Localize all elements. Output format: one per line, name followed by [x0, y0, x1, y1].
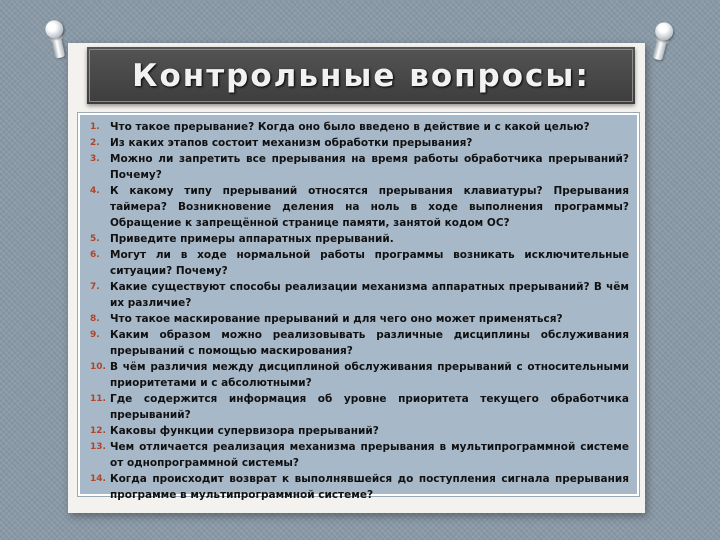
question-number: 8.: [90, 314, 100, 324]
question-item: [90, 279, 629, 311]
questions-list: [90, 119, 629, 503]
question-item: [90, 471, 629, 503]
question-number: 12.: [90, 426, 106, 436]
question-item: [90, 183, 629, 231]
question-text: Каковы функции супервизора прерываний?: [110, 425, 379, 437]
question-number: 13.: [90, 442, 106, 452]
question-text: Можно ли запретить все прерывания на время работы обработчика прерываний? Почему?: [110, 153, 629, 181]
question-text: Что такое прерывание? Когда оно было введено в действие и с какой целью?: [110, 121, 590, 133]
question-item: [90, 231, 629, 247]
question-item: [90, 439, 629, 471]
pushpin-icon: [42, 18, 73, 66]
question-item: [90, 391, 629, 423]
slide-title: Контрольные вопросы:: [132, 57, 590, 94]
question-text: К какому типу прерываний относятся прерывания клавиатуры? Прерывания таймера? Возникновение деления на ноль в ходе выполнения программы? Обращение к запрещённой странице памяти, занятой кодом ОС?: [110, 185, 629, 229]
question-number: 10.: [90, 362, 106, 372]
questions-panel: [78, 113, 639, 501]
question-number: 2.: [90, 138, 100, 148]
question-text: Чем отличается реализация механизма прерывания в мультипрограммной системе от однопрограммной системы?: [110, 441, 629, 469]
question-number: 11.: [90, 394, 106, 404]
question-number: 6.: [90, 250, 100, 260]
question-number: 1.: [90, 122, 100, 132]
question-text: В чём различия между дисциплиной обслуживания прерываний с относительными приоритетами и с абсолютными?: [110, 361, 629, 389]
question-text: Где содержится информация об уровне приоритета текущего обработчика прерываний?: [110, 393, 629, 421]
question-number: 4.: [90, 186, 100, 196]
question-number: 9.: [90, 330, 100, 340]
question-text: Когда происходит возврат к выполнявшейся до поступления сигнала прерывания программе в мультипрограммной системе?: [110, 473, 629, 501]
question-text: Что такое маскирование прерываний и для чего оно может применяться?: [110, 313, 563, 325]
question-item: [90, 311, 629, 327]
title-frame: [89, 49, 633, 102]
question-number: 7.: [90, 282, 100, 292]
question-text: Какие существуют способы реализации механизма аппаратных прерываний? В чём их различие?: [110, 281, 629, 309]
question-number: 14.: [90, 474, 106, 484]
question-item: [90, 119, 629, 135]
question-item: [90, 151, 629, 183]
question-text: Приведите примеры аппаратных прерываний.: [110, 233, 394, 245]
question-item: [90, 423, 629, 439]
question-number: 3.: [90, 154, 100, 164]
question-text: Могут ли в ходе нормальной работы программы возникать исключительные ситуации? Почему?: [110, 249, 629, 277]
question-number: 5.: [90, 234, 100, 244]
question-item: [90, 247, 629, 279]
question-text: Каким образом можно реализовывать различные дисциплины обслуживания прерываний с помощью маскирования?: [110, 329, 629, 357]
question-item: [90, 135, 629, 151]
question-text: Из каких этапов состоит механизм обработки прерывания?: [110, 137, 473, 149]
question-item: [90, 327, 629, 359]
pushpin-icon: [645, 20, 677, 68]
question-item: [90, 359, 629, 391]
